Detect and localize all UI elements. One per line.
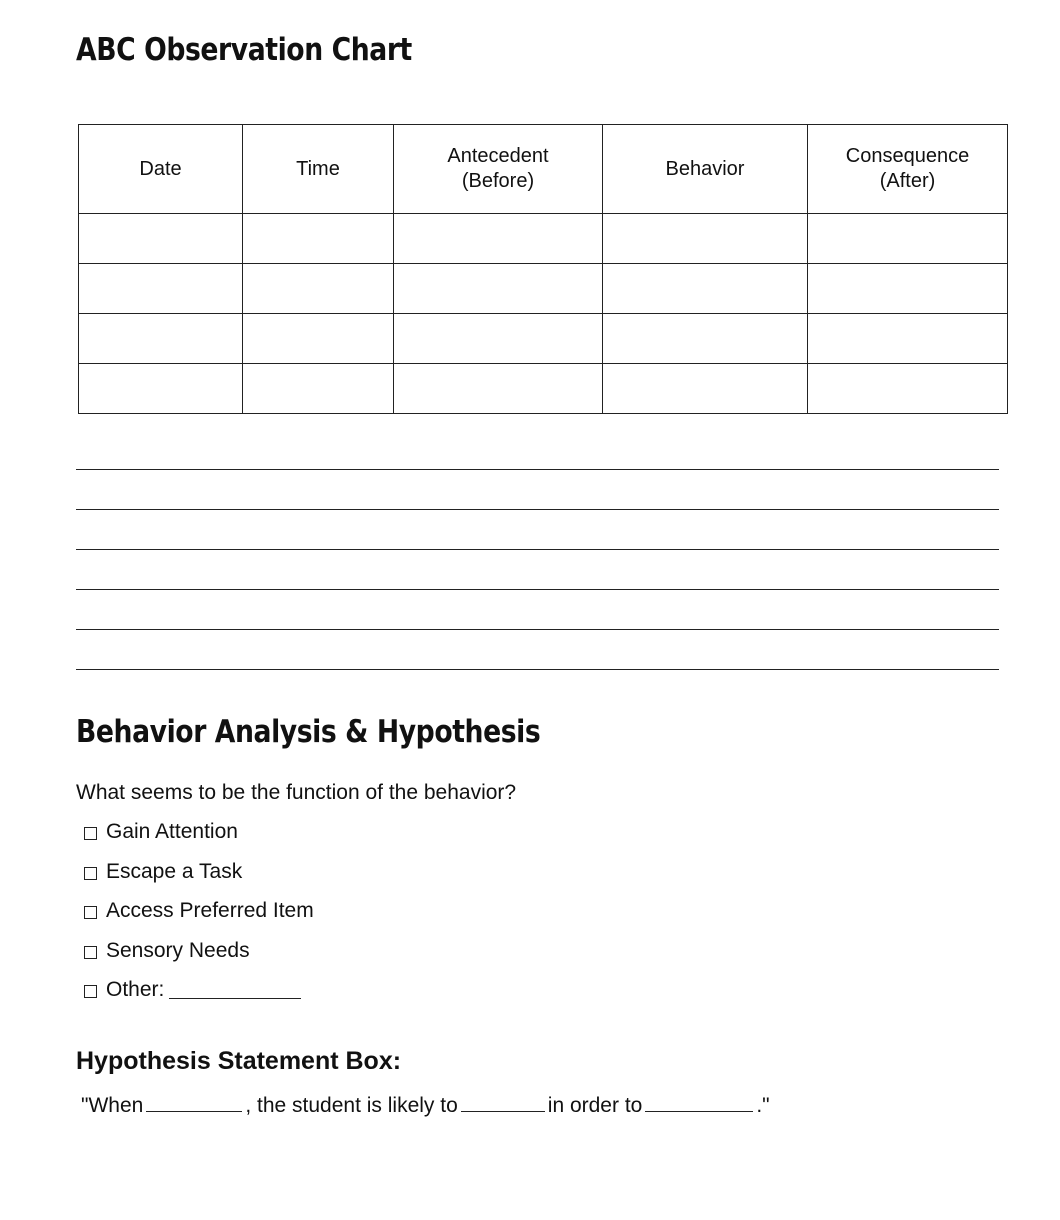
hypothesis-statement — [81, 1089, 770, 1120]
table-row — [79, 364, 1008, 414]
table-cell-antecedent[interactable] — [394, 364, 603, 414]
table-cell-consequence[interactable] — [808, 364, 1008, 414]
checkbox[interactable] — [84, 867, 97, 880]
table-cell-time[interactable] — [243, 364, 394, 414]
checkbox[interactable] — [84, 985, 97, 998]
in-order-to-blank[interactable] — [645, 1089, 753, 1112]
option-label: Escape a Task — [106, 859, 243, 883]
notes-line[interactable] — [76, 430, 999, 470]
option-label: Sensory Needs — [106, 938, 250, 962]
column-header-antecedent: Antecedent (Before) — [394, 125, 603, 214]
table-row — [79, 314, 1008, 364]
table-row — [79, 214, 1008, 264]
option-label: Access Preferred Item — [106, 899, 314, 922]
table-cell-date[interactable] — [79, 264, 243, 314]
analysis-section-title: Behavior Analysis & Hypothesis — [76, 714, 541, 750]
table-cell-behavior[interactable] — [603, 264, 808, 314]
column-header-behavior: Behavior — [603, 125, 808, 214]
likely-blank[interactable] — [461, 1089, 545, 1112]
table-cell-date[interactable] — [79, 364, 243, 414]
column-header-time: Time — [243, 125, 394, 214]
table-cell-time[interactable] — [243, 314, 394, 364]
table-cell-antecedent[interactable] — [394, 264, 603, 314]
when-blank[interactable] — [146, 1089, 242, 1112]
table-cell-behavior[interactable] — [603, 214, 808, 264]
notes-line[interactable] — [76, 510, 999, 550]
table-header-row — [79, 125, 1008, 214]
checkbox[interactable] — [84, 946, 97, 959]
table-row — [79, 264, 1008, 314]
notes-line[interactable] — [76, 470, 999, 510]
table-cell-behavior[interactable] — [603, 314, 808, 364]
table-cell-consequence[interactable] — [808, 264, 1008, 314]
option-label: Gain Attention — [106, 820, 238, 843]
table-cell-date[interactable] — [79, 314, 243, 364]
statement-text: , the student is likely to — [245, 1094, 458, 1117]
column-header-date: Date — [79, 125, 243, 214]
table-cell-time[interactable] — [243, 264, 394, 314]
checkbox[interactable] — [84, 906, 97, 919]
checkbox[interactable] — [84, 827, 97, 840]
option-other[interactable] — [82, 976, 314, 1016]
option-access-preferred-item[interactable] — [82, 897, 314, 937]
table-cell-antecedent[interactable] — [394, 314, 603, 364]
function-options — [82, 818, 314, 1016]
notes-line[interactable] — [76, 630, 999, 670]
statement-text: in order to — [547, 1094, 643, 1117]
hypothesis-title: Hypothesis Statement Box: — [76, 1047, 402, 1075]
notes-line[interactable] — [76, 590, 999, 630]
other-blank[interactable] — [169, 976, 301, 999]
page-title: ABC Observation Chart — [76, 32, 412, 68]
option-escape-task[interactable] — [82, 858, 314, 898]
option-sensory-needs[interactable] — [82, 937, 314, 977]
table-cell-antecedent[interactable] — [394, 214, 603, 264]
option-label: Other: — [106, 978, 165, 1001]
table-cell-behavior[interactable] — [603, 364, 808, 414]
column-header-consequence: Consequence (After) — [808, 125, 1008, 214]
abc-observation-table — [78, 124, 1008, 414]
statement-text: "When — [81, 1094, 144, 1117]
table-cell-date[interactable] — [79, 214, 243, 264]
notes-lines — [76, 430, 999, 670]
table-cell-consequence[interactable] — [808, 214, 1008, 264]
notes-line[interactable] — [76, 550, 999, 590]
function-question: What seems to be the function of the behavior? — [76, 781, 517, 804]
option-gain-attention[interactable] — [82, 818, 314, 858]
table-cell-consequence[interactable] — [808, 314, 1008, 364]
table-cell-time[interactable] — [243, 214, 394, 264]
statement-text: ." — [756, 1094, 770, 1117]
